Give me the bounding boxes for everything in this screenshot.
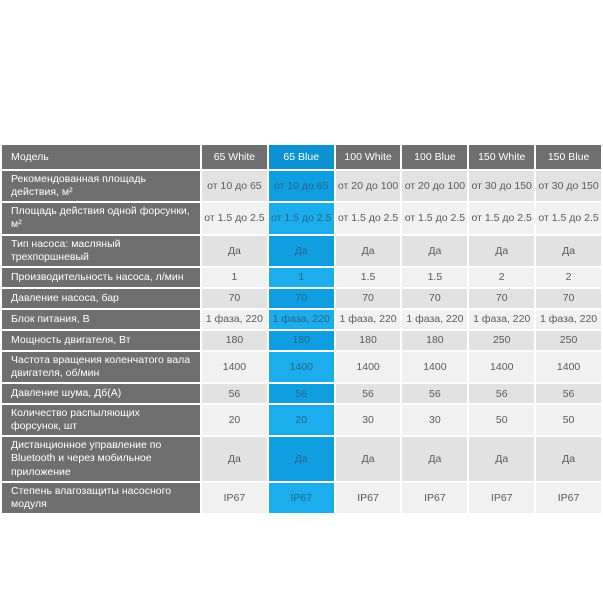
table-cell: 56 bbox=[536, 384, 601, 403]
row-label: Давление шума, Дб(А) bbox=[2, 384, 200, 403]
table-row bbox=[2, 437, 601, 480]
table-cell: Да bbox=[402, 437, 467, 480]
table-cell: Да bbox=[336, 437, 401, 480]
row-label: Блок питания, В bbox=[2, 310, 200, 329]
table-row bbox=[2, 331, 601, 350]
table-row bbox=[2, 384, 601, 403]
table-cell: 180 bbox=[402, 331, 467, 350]
table-cell: 50 bbox=[536, 405, 601, 435]
table-row bbox=[2, 203, 601, 233]
table-cell: 70 bbox=[202, 289, 267, 308]
table-cell: 1400 bbox=[202, 352, 267, 382]
row-label: Мощность двигателя, Вт bbox=[2, 331, 200, 350]
table-cell: 1400 bbox=[269, 352, 334, 382]
row-label: Дистанционное управление по Bluetooth и через мобильное приложение bbox=[2, 437, 200, 480]
table-cell: 56 bbox=[402, 384, 467, 403]
table-cell: 1 фаза, 220 bbox=[402, 310, 467, 329]
table-row bbox=[2, 268, 601, 287]
table-cell: 70 bbox=[269, 289, 334, 308]
column-header-100-white: 100 White bbox=[336, 145, 401, 169]
table-cell: IP67 bbox=[336, 483, 401, 513]
table-cell: Да bbox=[269, 437, 334, 480]
row-label: Тип насоса: масляный трехпоршневый bbox=[2, 236, 200, 266]
table-cell: от 20 до 100 bbox=[336, 171, 401, 201]
table-cell: 1 bbox=[269, 268, 334, 287]
table-cell: 1 фаза, 220 bbox=[202, 310, 267, 329]
column-header-65-white: 65 White bbox=[202, 145, 267, 169]
table-cell: 250 bbox=[536, 331, 601, 350]
table-cell: от 1.5 до 2.5 bbox=[336, 203, 401, 233]
table-cell: 180 bbox=[269, 331, 334, 350]
table-cell: 1 фаза, 220 bbox=[536, 310, 601, 329]
table-cell: 70 bbox=[469, 289, 534, 308]
table-row bbox=[2, 405, 601, 435]
table-cell: от 30 до 150 bbox=[536, 171, 601, 201]
table-row bbox=[2, 483, 601, 513]
table-cell: 1400 bbox=[536, 352, 601, 382]
table-cell: Да bbox=[469, 437, 534, 480]
row-label: Рекомендованная площадь действия, м² bbox=[2, 171, 200, 201]
table-cell: 56 bbox=[336, 384, 401, 403]
table-cell: 2 bbox=[469, 268, 534, 287]
table-cell: 1 фаза, 220 bbox=[336, 310, 401, 329]
product-spec-table bbox=[0, 143, 603, 515]
table-cell: 56 bbox=[269, 384, 334, 403]
table-cell: от 1.5 до 2.5 bbox=[202, 203, 267, 233]
table-cell: 180 bbox=[202, 331, 267, 350]
table-cell: 30 bbox=[402, 405, 467, 435]
table-cell: Да bbox=[202, 236, 267, 266]
column-header-150-white: 150 White bbox=[469, 145, 534, 169]
table-cell: IP67 bbox=[269, 483, 334, 513]
table-cell: 1.5 bbox=[402, 268, 467, 287]
table-cell: 1400 bbox=[469, 352, 534, 382]
table-cell: от 1.5 до 2.5 bbox=[536, 203, 601, 233]
table-row bbox=[2, 289, 601, 308]
table-cell: 2 bbox=[536, 268, 601, 287]
row-label: Степень влагозащиты насосного модуля bbox=[2, 483, 200, 513]
table-cell: 56 bbox=[469, 384, 534, 403]
table-cell: от 10 до 65 bbox=[269, 171, 334, 201]
table-cell: от 1.5 до 2.5 bbox=[269, 203, 334, 233]
row-label: Давление насоса, бар bbox=[2, 289, 200, 308]
table-cell: IP67 bbox=[469, 483, 534, 513]
table-cell: Да bbox=[202, 437, 267, 480]
column-header-65-blue: 65 Blue bbox=[269, 145, 334, 169]
table-cell: Да bbox=[269, 236, 334, 266]
table-cell: Да bbox=[402, 236, 467, 266]
row-label: Количество распыляющих форсунок, шт bbox=[2, 405, 200, 435]
table-cell: 70 bbox=[536, 289, 601, 308]
column-header-100-blue: 100 Blue bbox=[402, 145, 467, 169]
table-cell: 180 bbox=[336, 331, 401, 350]
table-cell: Да bbox=[336, 236, 401, 266]
table-cell: 1400 bbox=[402, 352, 467, 382]
table-cell: 1 фаза, 220 bbox=[469, 310, 534, 329]
table-cell: от 30 до 150 bbox=[469, 171, 534, 201]
table-cell: 70 bbox=[402, 289, 467, 308]
table-cell: Да bbox=[536, 437, 601, 480]
table-body bbox=[2, 171, 601, 513]
table-cell: 250 bbox=[469, 331, 534, 350]
table-cell: 56 bbox=[202, 384, 267, 403]
table-row bbox=[2, 352, 601, 382]
table-cell: Да bbox=[469, 236, 534, 266]
table-row bbox=[2, 236, 601, 266]
table-cell: IP67 bbox=[402, 483, 467, 513]
table-cell: 50 bbox=[469, 405, 534, 435]
table-row bbox=[2, 171, 601, 201]
table-cell: IP67 bbox=[536, 483, 601, 513]
table-cell: 1400 bbox=[336, 352, 401, 382]
row-label: Площадь действия одной форсунки, м² bbox=[2, 203, 200, 233]
table-cell: от 1.5 до 2.5 bbox=[469, 203, 534, 233]
table-cell: IP67 bbox=[202, 483, 267, 513]
table-cell: Да bbox=[536, 236, 601, 266]
table-cell: 30 bbox=[336, 405, 401, 435]
table-header bbox=[2, 145, 601, 169]
table-cell: 20 bbox=[202, 405, 267, 435]
table-cell: 1 фаза, 220 bbox=[269, 310, 334, 329]
model-header-cell: Модель bbox=[2, 145, 200, 169]
row-label: Производительность насоса, л/мин bbox=[2, 268, 200, 287]
table-cell: 1 bbox=[202, 268, 267, 287]
table-cell: от 1.5 до 2.5 bbox=[402, 203, 467, 233]
row-label: Частота вращения коленчатого вала двигателя, об/мин bbox=[2, 352, 200, 382]
table-cell: 20 bbox=[269, 405, 334, 435]
header-row bbox=[2, 145, 601, 169]
table-cell: от 20 до 100 bbox=[402, 171, 467, 201]
column-header-150-blue: 150 Blue bbox=[536, 145, 601, 169]
table-row bbox=[2, 310, 601, 329]
table-cell: 70 bbox=[336, 289, 401, 308]
table-cell: 1.5 bbox=[336, 268, 401, 287]
table-cell: от 10 до 65 bbox=[202, 171, 267, 201]
